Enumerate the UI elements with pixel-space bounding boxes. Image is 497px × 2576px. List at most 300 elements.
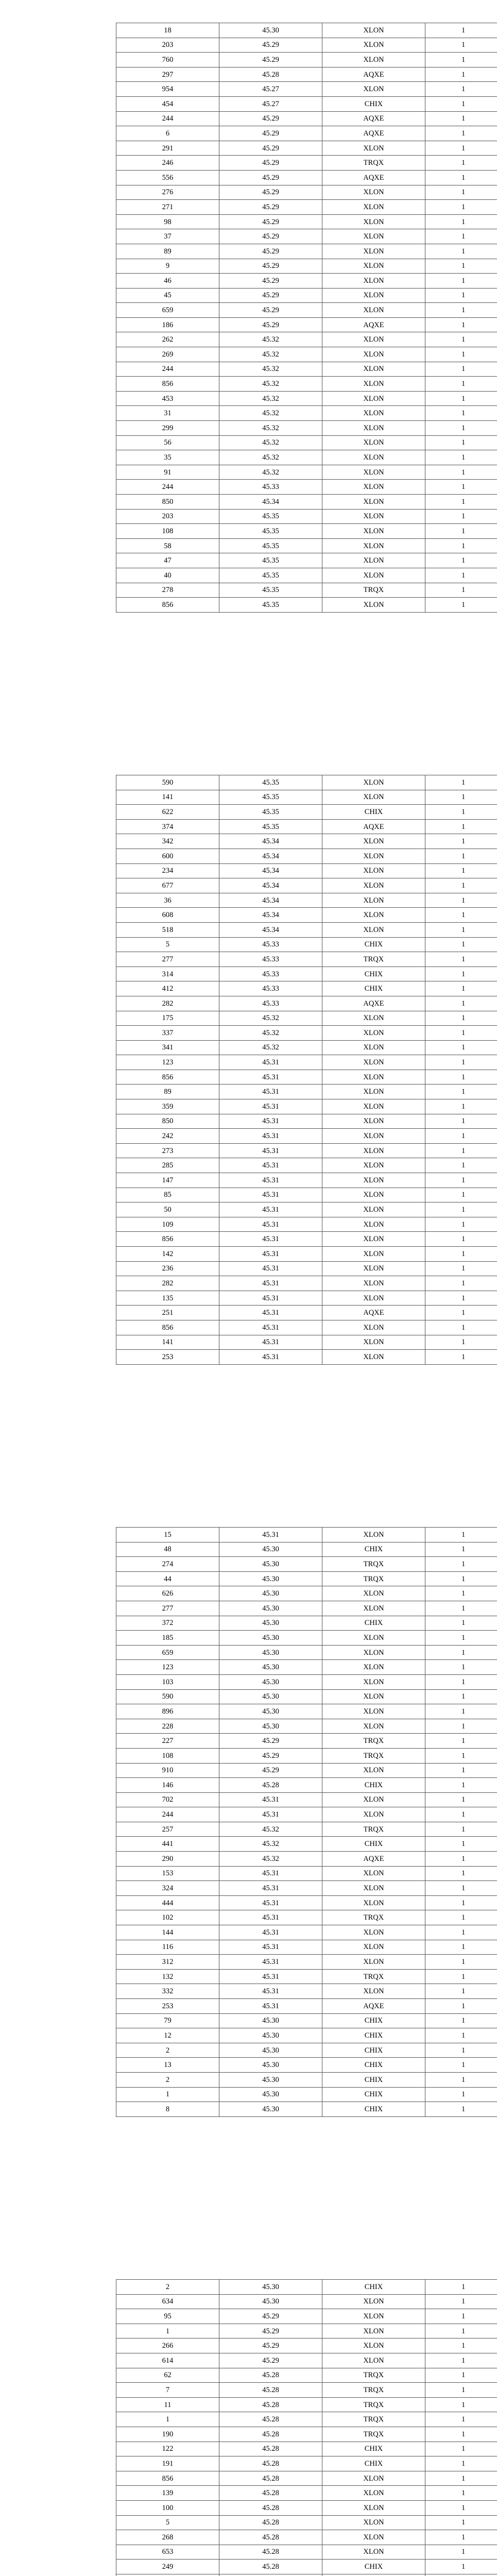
table-row [116, 893, 497, 908]
table-row [116, 1528, 497, 1543]
table-row [116, 1070, 497, 1084]
price-cell: 45.29 [219, 214, 322, 229]
price-cell: 45.35 [219, 583, 322, 598]
price-cell: 45.31 [219, 1895, 322, 1910]
venue-cell: XLON [322, 1291, 425, 1306]
price-cell: 45.29 [219, 2353, 322, 2368]
extra-cell: 1 [425, 1350, 497, 1365]
price-cell: 45.28 [219, 2530, 322, 2545]
volume-cell: 8 [116, 2102, 219, 2117]
volume-cell: 1 [116, 2087, 219, 2102]
volume-cell: 244 [116, 362, 219, 377]
venue-cell: CHIX [322, 2442, 425, 2456]
table-row [116, 1129, 497, 1144]
venue-cell: CHIX [322, 2072, 425, 2087]
table-row [116, 790, 497, 805]
volume-cell: 856 [116, 377, 219, 392]
price-cell: 45.30 [219, 2043, 322, 2058]
extra-cell: 1 [425, 1940, 497, 1955]
table-row [116, 2013, 497, 2028]
table-row [116, 2102, 497, 2117]
table-row [116, 1792, 497, 1807]
volume-cell: 276 [116, 185, 219, 200]
extra-cell: 1 [425, 362, 497, 377]
volume-cell: 116 [116, 1940, 219, 1955]
venue-cell: AQXE [322, 126, 425, 141]
table-row [116, 967, 497, 981]
volume-cell: 253 [116, 1350, 219, 1365]
volume-cell: 227 [116, 1734, 219, 1749]
volume-cell: 291 [116, 141, 219, 156]
table-row [116, 67, 497, 82]
table-row [116, 849, 497, 863]
volume-cell: 2 [116, 2280, 219, 2295]
venue-cell: XLON [322, 1955, 425, 1970]
price-cell: 45.28 [219, 2486, 322, 2501]
volume-cell: 5 [116, 937, 219, 952]
volume-cell: 277 [116, 952, 219, 967]
table-row [116, 274, 497, 289]
table-row [116, 1143, 497, 1158]
volume-cell: 269 [116, 347, 219, 362]
extra-cell: 1 [425, 1320, 497, 1335]
volume-cell: 144 [116, 1925, 219, 1940]
venue-cell: XLON [322, 1984, 425, 1999]
venue-cell: AQXE [322, 111, 425, 126]
table-row [116, 141, 497, 156]
table-row [116, 1011, 497, 1026]
price-cell: 45.28 [219, 2545, 322, 2560]
price-cell: 45.31 [219, 1291, 322, 1306]
volume-cell: 274 [116, 1557, 219, 1572]
extra-cell: 1 [425, 1689, 497, 1704]
extra-cell: 1 [425, 922, 497, 937]
venue-cell: XLON [322, 1335, 425, 1350]
volume-cell: 191 [116, 2456, 219, 2471]
price-cell: 45.30 [219, 1689, 322, 1704]
extra-cell: 1 [425, 568, 497, 583]
table-row [116, 1188, 497, 1202]
price-cell: 45.35 [219, 524, 322, 539]
volume-cell: 954 [116, 82, 219, 97]
price-cell: 45.28 [219, 2427, 322, 2442]
venue-cell: AQXE [322, 67, 425, 82]
extra-cell: 1 [425, 435, 497, 450]
price-cell: 45.28 [219, 2442, 322, 2456]
price-cell: 45.35 [219, 538, 322, 553]
volume-cell: 48 [116, 1542, 219, 1557]
price-cell: 45.32 [219, 1040, 322, 1055]
volume-cell: 141 [116, 790, 219, 805]
volume-cell: 147 [116, 1173, 219, 1188]
table-row [116, 1217, 497, 1232]
extra-cell: 1 [425, 53, 497, 67]
extra-cell: 1 [425, 229, 497, 244]
volume-cell: 234 [116, 863, 219, 878]
table-row [116, 1940, 497, 1955]
extra-cell: 1 [425, 1202, 497, 1217]
extra-cell: 1 [425, 908, 497, 923]
venue-cell: XLON [322, 1763, 425, 1778]
extra-cell: 1 [425, 1586, 497, 1601]
venue-cell: XLON [322, 1320, 425, 1335]
venue-cell: XLON [322, 1807, 425, 1822]
extra-cell: 1 [425, 937, 497, 952]
price-cell: 45.32 [219, 450, 322, 465]
table-row [116, 1247, 497, 1262]
table-row [116, 952, 497, 967]
volume-cell: 47 [116, 553, 219, 568]
extra-cell [425, 2574, 497, 2576]
extra-cell: 1 [425, 952, 497, 967]
venue-cell: TRQX [322, 1969, 425, 1984]
venue-cell: XLON [322, 908, 425, 923]
price-cell: 45.28 [219, 2412, 322, 2427]
price-cell: 45.31 [219, 1070, 322, 1084]
price-cell: 45.28 [219, 2368, 322, 2383]
table-row [116, 1306, 497, 1320]
venue-cell: XLON [322, 465, 425, 480]
table-row [116, 1674, 497, 1689]
price-cell: 45.30 [219, 2058, 322, 2073]
extra-cell: 1 [425, 805, 497, 820]
table-row [116, 170, 497, 185]
price-cell: 45.31 [219, 1143, 322, 1158]
venue-cell: XLON [322, 509, 425, 524]
table-row [116, 996, 497, 1011]
extra-cell: 1 [425, 274, 497, 289]
price-cell: 45.29 [219, 2324, 322, 2338]
volume-cell: 444 [116, 1895, 219, 1910]
table-row [116, 1984, 497, 1999]
venue-cell: CHIX [322, 2087, 425, 2102]
price-cell: 45.29 [219, 38, 322, 53]
price-cell: 45.29 [219, 111, 322, 126]
price-cell: 45.34 [219, 878, 322, 893]
table-row [116, 156, 497, 171]
volume-cell: 36 [116, 893, 219, 908]
venue-cell [322, 2574, 425, 2576]
price-cell: 45.31 [219, 1129, 322, 1144]
extra-cell: 1 [425, 2530, 497, 2545]
table-row [116, 2412, 497, 2427]
volume-cell: 278 [116, 583, 219, 598]
venue-cell: XLON [322, 259, 425, 274]
venue-cell: XLON [322, 2486, 425, 2501]
trades-table [116, 23, 497, 613]
table-row [116, 1026, 497, 1041]
price-cell: 45.31 [219, 1099, 322, 1114]
venue-cell: XLON [322, 568, 425, 583]
extra-cell: 1 [425, 2324, 497, 2338]
extra-cell: 1 [425, 1011, 497, 1026]
price-cell: 45.29 [219, 303, 322, 318]
price-cell: 45.31 [219, 1969, 322, 1984]
extra-cell: 1 [425, 1674, 497, 1689]
venue-cell: XLON [322, 495, 425, 510]
price-cell: 45.30 [219, 1674, 322, 1689]
extra-cell: 1 [425, 67, 497, 82]
table-row [116, 1763, 497, 1778]
table-row [116, 2072, 497, 2087]
price-cell: 45.33 [219, 981, 322, 996]
volume-cell: 622 [116, 805, 219, 820]
volume-cell: 659 [116, 303, 219, 318]
volume-cell: 374 [116, 819, 219, 834]
venue-cell: TRQX [322, 1557, 425, 1572]
volume-cell: 44 [116, 1571, 219, 1586]
extra-cell: 1 [425, 1837, 497, 1852]
volume-cell: 249 [116, 2560, 219, 2574]
venue-cell: TRQX [322, 952, 425, 967]
venue-cell: XLON [322, 244, 425, 259]
volume-cell: 139 [116, 2486, 219, 2501]
venue-cell: XLON [322, 1055, 425, 1070]
price-cell: 45.31 [219, 1984, 322, 1999]
venue-cell: XLON [322, 1940, 425, 1955]
table-row [116, 2530, 497, 2545]
extra-cell: 1 [425, 1571, 497, 1586]
price-cell: 45.34 [219, 893, 322, 908]
venue-cell: XLON [322, 1084, 425, 1099]
extra-cell: 1 [425, 863, 497, 878]
volume-cell: 282 [116, 1276, 219, 1291]
extra-cell: 1 [425, 1335, 497, 1350]
extra-cell: 1 [425, 2545, 497, 2560]
volume-cell: 856 [116, 2471, 219, 2486]
extra-cell: 1 [425, 2087, 497, 2102]
extra-cell: 1 [425, 332, 497, 347]
extra-cell: 1 [425, 1232, 497, 1247]
table-row [116, 1557, 497, 1572]
extra-cell: 1 [425, 819, 497, 834]
price-cell: 45.30 [219, 1631, 322, 1646]
volume-cell: 1 [116, 2324, 219, 2338]
extra-cell: 1 [425, 2456, 497, 2471]
table-row [116, 185, 497, 200]
table-row [116, 2486, 497, 2501]
volume-cell: 290 [116, 1852, 219, 1867]
table-row [116, 2309, 497, 2324]
table-row [116, 1571, 497, 1586]
extra-cell: 1 [425, 1778, 497, 1793]
price-cell: 45.31 [219, 1320, 322, 1335]
price-cell: 45.32 [219, 435, 322, 450]
venue-cell: XLON [322, 480, 425, 495]
table-row [116, 834, 497, 849]
volume-cell: 850 [116, 495, 219, 510]
venue-cell: AQXE [322, 1852, 425, 1867]
extra-cell: 1 [425, 2058, 497, 2073]
table-row [116, 1320, 497, 1335]
volume-cell: 337 [116, 1026, 219, 1041]
price-cell: 45.30 [219, 2280, 322, 2295]
volume-cell: 634 [116, 2294, 219, 2309]
venue-cell: CHIX [322, 981, 425, 996]
volume-cell: 297 [116, 67, 219, 82]
volume-cell: 324 [116, 1881, 219, 1896]
volume-cell: 257 [116, 1822, 219, 1837]
extra-cell: 1 [425, 23, 497, 38]
volume-cell: 359 [116, 1099, 219, 1114]
price-cell: 45.31 [219, 1247, 322, 1262]
price-cell: 45.32 [219, 332, 322, 347]
venue-cell: XLON [322, 878, 425, 893]
extra-cell: 1 [425, 1528, 497, 1543]
price-cell: 45.31 [219, 1055, 322, 1070]
price-cell: 45.30 [219, 2294, 322, 2309]
volume-cell: 203 [116, 38, 219, 53]
venue-cell: XLON [322, 1217, 425, 1232]
price-cell: 45.30 [219, 1616, 322, 1631]
price-cell: 45.32 [219, 421, 322, 436]
venue-cell: XLON [322, 1173, 425, 1188]
price-cell: 45.30 [219, 2013, 322, 2028]
volume-cell: 518 [116, 922, 219, 937]
price-cell: 45.29 [219, 185, 322, 200]
volume-cell: 312 [116, 1955, 219, 1970]
extra-cell: 1 [425, 2338, 497, 2353]
extra-cell: 1 [425, 2028, 497, 2043]
volume-cell: 285 [116, 1158, 219, 1173]
price-cell: 45.31 [219, 1350, 322, 1365]
table-row [116, 1261, 497, 1276]
extra-cell: 1 [425, 391, 497, 406]
price-cell: 45.32 [219, 377, 322, 392]
venue-cell: XLON [322, 1792, 425, 1807]
extra-cell: 1 [425, 1955, 497, 1970]
price-cell: 45.31 [219, 1999, 322, 2014]
table-row [116, 863, 497, 878]
volume-cell: 89 [116, 1084, 219, 1099]
venue-cell: XLON [322, 922, 425, 937]
table-row [116, 1704, 497, 1719]
volume-cell: 910 [116, 1763, 219, 1778]
extra-cell: 1 [425, 1881, 497, 1896]
volume-cell: 856 [116, 1070, 219, 1084]
table-row [116, 2560, 497, 2574]
venue-cell: XLON [322, 1143, 425, 1158]
price-cell: 45.33 [219, 480, 322, 495]
price-cell: 45.30 [219, 1557, 322, 1572]
table-row [116, 553, 497, 568]
extra-cell: 1 [425, 524, 497, 539]
extra-cell: 1 [425, 1999, 497, 2014]
volume-cell: 242 [116, 1129, 219, 1144]
volume-cell: 856 [116, 1232, 219, 1247]
extra-cell: 1 [425, 126, 497, 141]
price-cell: 45.35 [219, 790, 322, 805]
table-row [116, 981, 497, 996]
venue-cell: XLON [322, 377, 425, 392]
extra-cell: 1 [425, 1099, 497, 1114]
extra-cell: 1 [425, 1261, 497, 1276]
price-cell: 45.34 [219, 495, 322, 510]
price-cell: 45.35 [219, 805, 322, 820]
extra-cell: 1 [425, 2102, 497, 2117]
venue-cell: XLON [322, 38, 425, 53]
venue-cell: XLON [322, 553, 425, 568]
extra-cell: 1 [425, 2013, 497, 2028]
price-cell: 45.30 [219, 2028, 322, 2043]
table-row [116, 126, 497, 141]
venue-cell: XLON [322, 1232, 425, 1247]
volume-cell: 760 [116, 53, 219, 67]
volume-cell: 236 [116, 1261, 219, 1276]
extra-cell: 1 [425, 38, 497, 53]
extra-cell: 1 [425, 981, 497, 996]
extra-cell: 1 [425, 1645, 497, 1660]
price-cell: 45.30 [219, 1571, 322, 1586]
table-row [116, 2500, 497, 2515]
table-row [116, 2471, 497, 2486]
extra-cell: 1 [425, 2427, 497, 2442]
volume-cell: 132 [116, 1969, 219, 1984]
volume-cell: 677 [116, 878, 219, 893]
extra-cell: 1 [425, 1055, 497, 1070]
venue-cell: CHIX [322, 2456, 425, 2471]
venue-cell: XLON [322, 1099, 425, 1114]
price-cell: 45.29 [219, 2338, 322, 2353]
extra-cell: 1 [425, 1748, 497, 1763]
volume-cell: 62 [116, 2368, 219, 2383]
table-row [116, 465, 497, 480]
price-cell: 45.31 [219, 1276, 322, 1291]
volume-cell: 18 [116, 23, 219, 38]
venue-cell: XLON [322, 1040, 425, 1055]
extra-cell: 1 [425, 1866, 497, 1881]
extra-cell: 1 [425, 2043, 497, 2058]
volume-cell: 228 [116, 1719, 219, 1734]
extra-cell: 1 [425, 421, 497, 436]
extra-cell: 1 [425, 2471, 497, 2486]
volume-cell: 79 [116, 2013, 219, 2028]
venue-cell: XLON [322, 362, 425, 377]
extra-cell: 1 [425, 347, 497, 362]
extra-cell: 1 [425, 996, 497, 1011]
extra-cell: 1 [425, 2368, 497, 2383]
table-row [116, 1645, 497, 1660]
price-cell: 45.28 [219, 2471, 322, 2486]
table-row [116, 259, 497, 274]
price-cell: 45.29 [219, 229, 322, 244]
venue-cell: AQXE [322, 819, 425, 834]
volume-cell: 203 [116, 509, 219, 524]
volume-cell: 123 [116, 1055, 219, 1070]
price-cell [219, 2574, 322, 2576]
extra-cell: 1 [425, 775, 497, 790]
venue-cell: AQXE [322, 170, 425, 185]
volume-cell: 135 [116, 1291, 219, 1306]
extra-cell: 1 [425, 1217, 497, 1232]
table-row [116, 2058, 497, 2073]
volume-cell: 15 [116, 1528, 219, 1543]
table-row [116, 317, 497, 332]
table-row [116, 377, 497, 392]
price-cell: 45.35 [219, 509, 322, 524]
price-cell: 45.28 [219, 2560, 322, 2574]
price-cell: 45.32 [219, 465, 322, 480]
price-cell: 45.31 [219, 1261, 322, 1276]
venue-cell: XLON [322, 1674, 425, 1689]
price-cell: 45.29 [219, 141, 322, 156]
venue-cell: XLON [322, 1895, 425, 1910]
volume-cell: 702 [116, 1792, 219, 1807]
price-cell: 45.30 [219, 23, 322, 38]
volume-cell: 85 [116, 1188, 219, 1202]
table-row [116, 1748, 497, 1763]
venue-cell: XLON [322, 288, 425, 303]
